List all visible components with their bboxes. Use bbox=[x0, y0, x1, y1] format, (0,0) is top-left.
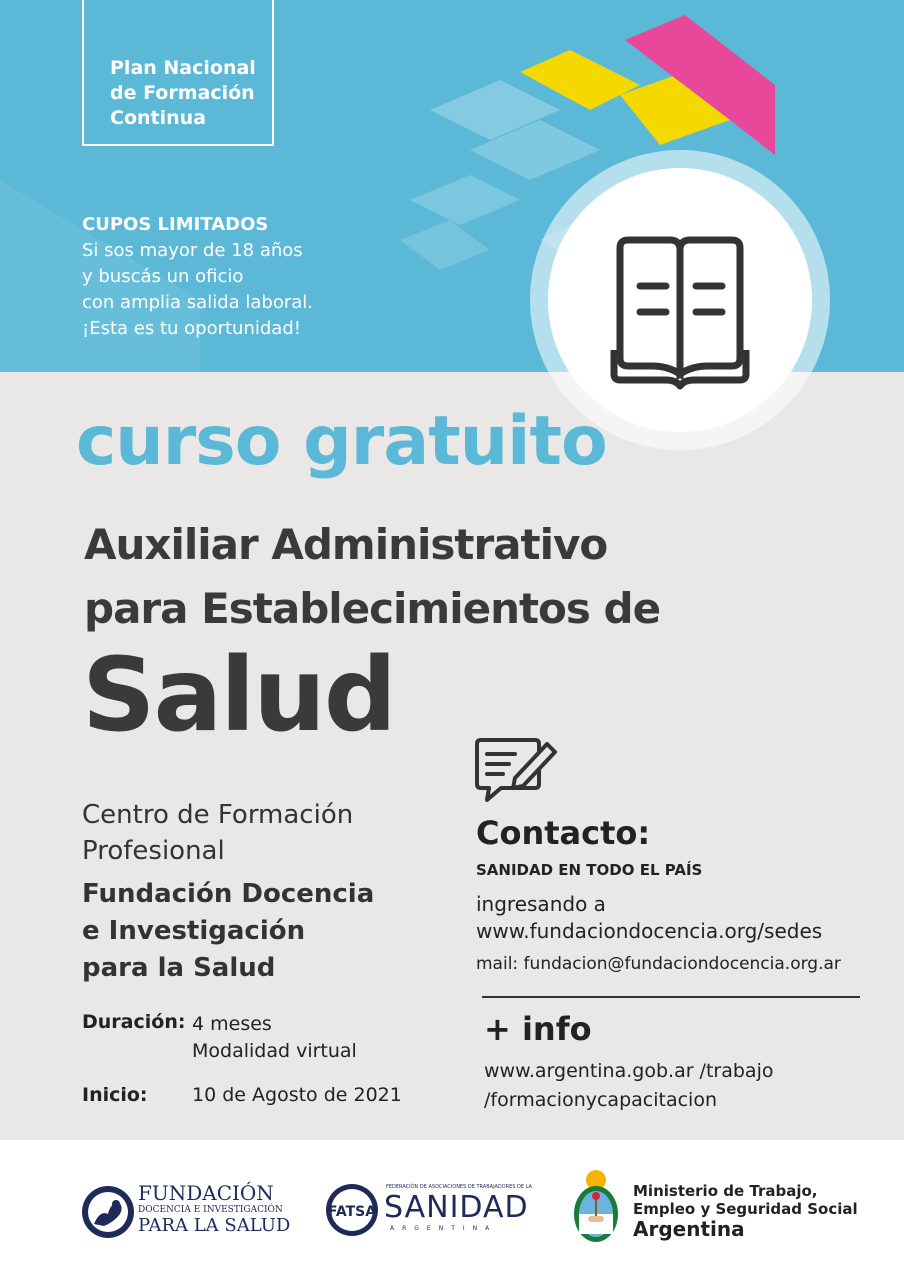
plan-line-1: Plan Nacional bbox=[110, 57, 256, 79]
course-title-line-1: Auxiliar Administrativo bbox=[84, 520, 608, 569]
inicio-label: Inicio: bbox=[82, 1084, 148, 1106]
ministerio-line-2: Empleo y Seguridad Social bbox=[633, 1200, 858, 1218]
logo1-line-2: DOCENCIA E INVESTIGACIÓN bbox=[138, 1205, 283, 1215]
plan-line-2: de Formación bbox=[110, 82, 255, 104]
contacto-heading: Contacto: bbox=[476, 814, 651, 852]
plan-line-3: Continua bbox=[110, 107, 206, 129]
fatsa-emblem-icon bbox=[324, 1180, 380, 1240]
argentina-gob-link[interactable] bbox=[484, 1057, 773, 1115]
cupos-line-3: con amplia salida laboral. bbox=[82, 292, 313, 313]
ingresando-block bbox=[476, 891, 822, 945]
centro-line-1: Centro de Formación bbox=[82, 800, 354, 830]
fatsa-emblem-text: FATSA bbox=[327, 1204, 377, 1220]
cupos-line-4: ¡Esta es tu oportunidad! bbox=[82, 318, 301, 339]
duracion-value-1: 4 meses bbox=[192, 1013, 272, 1035]
mas-info-heading: + info bbox=[484, 1010, 592, 1048]
logo2-argentina-text: ARGENTINA bbox=[390, 1225, 498, 1232]
inicio-value: 10 de Agosto de 2021 bbox=[192, 1084, 402, 1106]
centro-formacion bbox=[82, 797, 442, 869]
ingresando-text: ingresando a bbox=[476, 892, 606, 916]
plan-nacional-text bbox=[110, 56, 256, 131]
cupos-block bbox=[82, 212, 313, 342]
duracion-value bbox=[192, 1011, 357, 1065]
centro-line-2: Profesional bbox=[82, 836, 225, 866]
fundacion-name bbox=[82, 876, 442, 987]
duracion-value-2: Modalidad virtual bbox=[192, 1040, 357, 1062]
course-title-line-3: Salud bbox=[82, 636, 395, 755]
book-circle bbox=[548, 168, 812, 432]
ministerio-argentina-text: Argentina bbox=[633, 1217, 745, 1241]
cupos-title: CUPOS LIMITADOS bbox=[82, 214, 269, 235]
mail-link[interactable]: mail: fundacion@fundaciondocencia.org.ar bbox=[476, 954, 841, 974]
logo2-small-text: FEDERACIÓN DE ASOCIACIONES DE TRABAJADORES DE LA bbox=[386, 1184, 532, 1190]
logo2-sanidad-text: SANIDAD bbox=[384, 1190, 529, 1225]
argentina-gob-link-line-1: www.argentina.gob.ar /trabajo bbox=[484, 1060, 774, 1082]
fundacion-line-1: Fundación Docencia bbox=[82, 879, 375, 909]
sanidad-pais-subtitle: SANIDAD EN TODO EL PAÍS bbox=[476, 861, 703, 879]
fundacion-logo-text bbox=[138, 1182, 290, 1236]
duracion-label: Duración: bbox=[82, 1011, 186, 1033]
curso-gratuito-heading: curso gratuito bbox=[76, 402, 607, 481]
ministerio-line-1: Ministerio de Trabajo, bbox=[633, 1182, 818, 1200]
fundacion-line-2: e Investigación bbox=[82, 916, 306, 946]
fundacion-line-3: para la Salud bbox=[82, 953, 276, 983]
cupos-line-1: Si sos mayor de 18 años bbox=[82, 240, 303, 261]
book-icon bbox=[548, 168, 812, 432]
sedes-link[interactable]: www.fundaciondocencia.org/sedes bbox=[476, 919, 823, 943]
argentina-gob-link-line-2: /formacionycapacitacion bbox=[484, 1089, 717, 1111]
argentina-coat-of-arms-icon bbox=[566, 1166, 626, 1250]
cupos-line-2: y buscás un oficio bbox=[82, 266, 244, 287]
course-title-line-2: para Establecimientos de bbox=[84, 584, 661, 633]
ministerio-text bbox=[633, 1182, 858, 1218]
logo1-line-1: FUNDACIÓN bbox=[138, 1181, 274, 1205]
plan-nacional-box bbox=[82, 0, 274, 146]
logo1-line-3: PARA LA SALUD bbox=[138, 1215, 291, 1236]
fundacion-logo-icon bbox=[80, 1180, 136, 1240]
divider bbox=[482, 996, 860, 998]
contact-form-icon bbox=[475, 734, 559, 804]
